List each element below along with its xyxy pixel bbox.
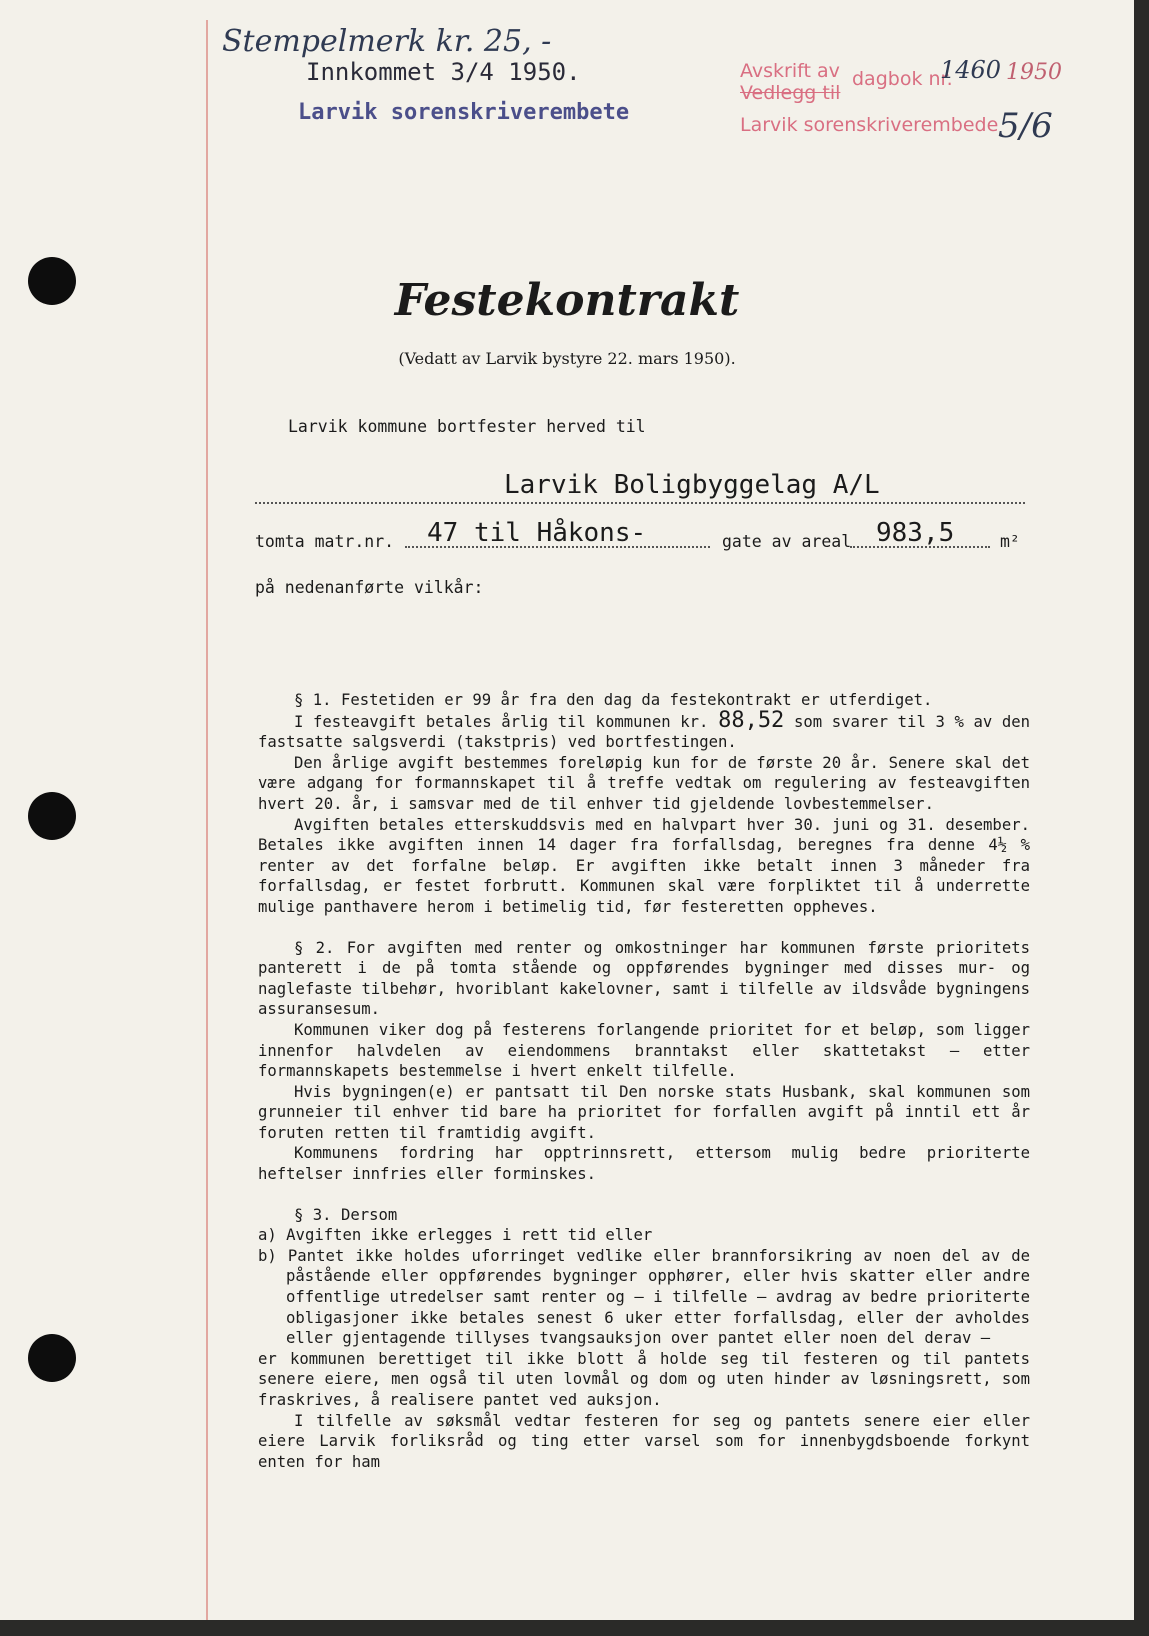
lessee-dotted-line (255, 502, 1025, 504)
document-subtitle: (Vedatt av Larvik bystyre 22. mars 1950). (398, 349, 736, 368)
fee-lead: I festeavgift betales årlig til kommunen kr. (294, 712, 709, 731)
section-1-line-1: § 1. Festetiden er 99 år fra den dag da festekontrakt er utferdiget. (294, 691, 933, 709)
area-unit: m² (1000, 532, 1020, 551)
conditions-label: på nedenanførte vilkår: (255, 578, 484, 597)
area-value: 983,5 (876, 518, 955, 548)
area-label: gate av areal (722, 532, 852, 551)
section-1-fee-paragraph (258, 707, 1031, 753)
dagbok-year: 1950 (1006, 60, 1062, 85)
plot-value: 47 til Håkons- (427, 518, 647, 548)
section-3-item-b: b) Pantet ikke holdes uforringet vedlike eller brannforsikring av noen del av de påstående eller oppførendes bygninger opphører, eller hvis skatter eller andre offentlige utredelser samt renter og — i tilfelle — avdrag av bedre prioriterte obligasjoner ikke betales senest 6 uker etter forfallsdag, eller der avholdes eller gjentagende tillyses tvangsauksjon over pantet eller noen del derav — (258, 1246, 1030, 1348)
document-title: Festekontrakt (394, 275, 740, 326)
section-3-consequence: er kommunen berettiget til ikke blott å holde seg til festeren og til pantets senere eiere, men også til uten lovmål og dom og uten hinder av løsningsrett, som fraskrives, å realisere pantet ved auksjon. (258, 1349, 1030, 1409)
folio-number: 5/6 (998, 106, 1053, 146)
office-stamp: Larvik sorenskriverembete (298, 100, 630, 125)
section-1-paragraph-2: Den årlige avgift bestemmes foreløpig kun for de første 20 år. Senere skal det være adgang for formannskapet til å treffe vedtak om regulering av festeavgiften hvert 20. år, i samsvar med de til enhver tid gjeldende lovbestemmelser. (258, 753, 1030, 813)
copy-stamp-office: Larvik sorenskriverembede (740, 114, 999, 136)
section-1-paragraph-3: Avgiften betales etterskuddsvis med en halvpart hver 30. juni og 31. desember. Betales ikke avgiften innen 14 dager fra forfallsdag, beregnes fra denne 4½ % renter av det forfalne beløp. Er avgiften ikke betalt innen 3 måneder fra forfallsdag, er festet forbrutt. Kommunen skal være forpliktet til å underrette mulige panthavere herom i betimelig tid, før festeretten oppheves. (258, 815, 1030, 916)
section-2-paragraph-3: Hvis bygningen(e) er pantsatt til Den norske stats Husbank, skal kommunen som grunneier til enhver tid bare ha prioritet for forfallen avgift på inntil ett år foruten retten til framtidig avgift. (258, 1082, 1030, 1142)
punch-hole (28, 1334, 76, 1382)
fee-tail: som svarer til 3 % av den fastsatte salgsverdi (takstpris) ved bortfestingen. (258, 712, 1031, 752)
received-date-stamp: Innkommet 3/4 1950. (306, 58, 581, 86)
lessee-name: Larvik Boligbyggelag A/L (504, 470, 880, 500)
punch-hole (28, 792, 76, 840)
section-3-heading: § 3. Dersom (294, 1205, 398, 1224)
section-3-item-a: a) Avgiften ikke erlegges i rett tid eller (258, 1226, 653, 1245)
intro-text: Larvik kommune bortfester herved til (288, 417, 646, 436)
section-2-paragraph-2: Kommunen viker dog på festerens forlangende prioritet for et beløp, som ligger innenfor halvdelen av eiendommens branntakst eller skattetakst — etter formannskapets bestemmelse i hvert enkelt tilfelle. (258, 1020, 1030, 1081)
section-2-paragraph-1: § 2. For avgiften med renter og omkostninger har kommunen første prioritets panterett i de på tomta stående og oppførendes bygninger med disses mur- og naglefaste tilbehør, hvoriblant kakelovner, samt i tilfelle av ildsvåde bygningens assuransesum. (258, 938, 1030, 1019)
plot-label: tomta matr.nr. (255, 532, 395, 551)
handwritten-stamp-duty-note: Stempelmerk kr. 25, - (222, 24, 552, 59)
contract-body (258, 690, 1030, 1472)
dagbok-number: 1460 (940, 56, 1002, 84)
section-2-paragraph-4: Kommunens fordring har opptrinnsrett, ettersom mulig bedre prioriterte heftelser innfries eller forminskes. (258, 1144, 1030, 1184)
area-dotted-line (850, 546, 990, 548)
margin-rule (206, 20, 208, 1620)
fee-amount: 88,52 (718, 707, 785, 733)
section-3-venue: I tilfelle av søksmål vedtar festeren for seg og pantets senere eier eller eiere Larvik forliksråd og ting etter varsel som for innenbygdsboende forkynt enten for ham (258, 1411, 1030, 1471)
copy-stamp-line1: Avskrift av (740, 60, 840, 82)
copy-stamp-dagbok: dagbok nr. (852, 68, 953, 90)
copy-stamp-line2: Vedlegg til (740, 82, 841, 104)
plot-dotted-line (405, 546, 710, 548)
